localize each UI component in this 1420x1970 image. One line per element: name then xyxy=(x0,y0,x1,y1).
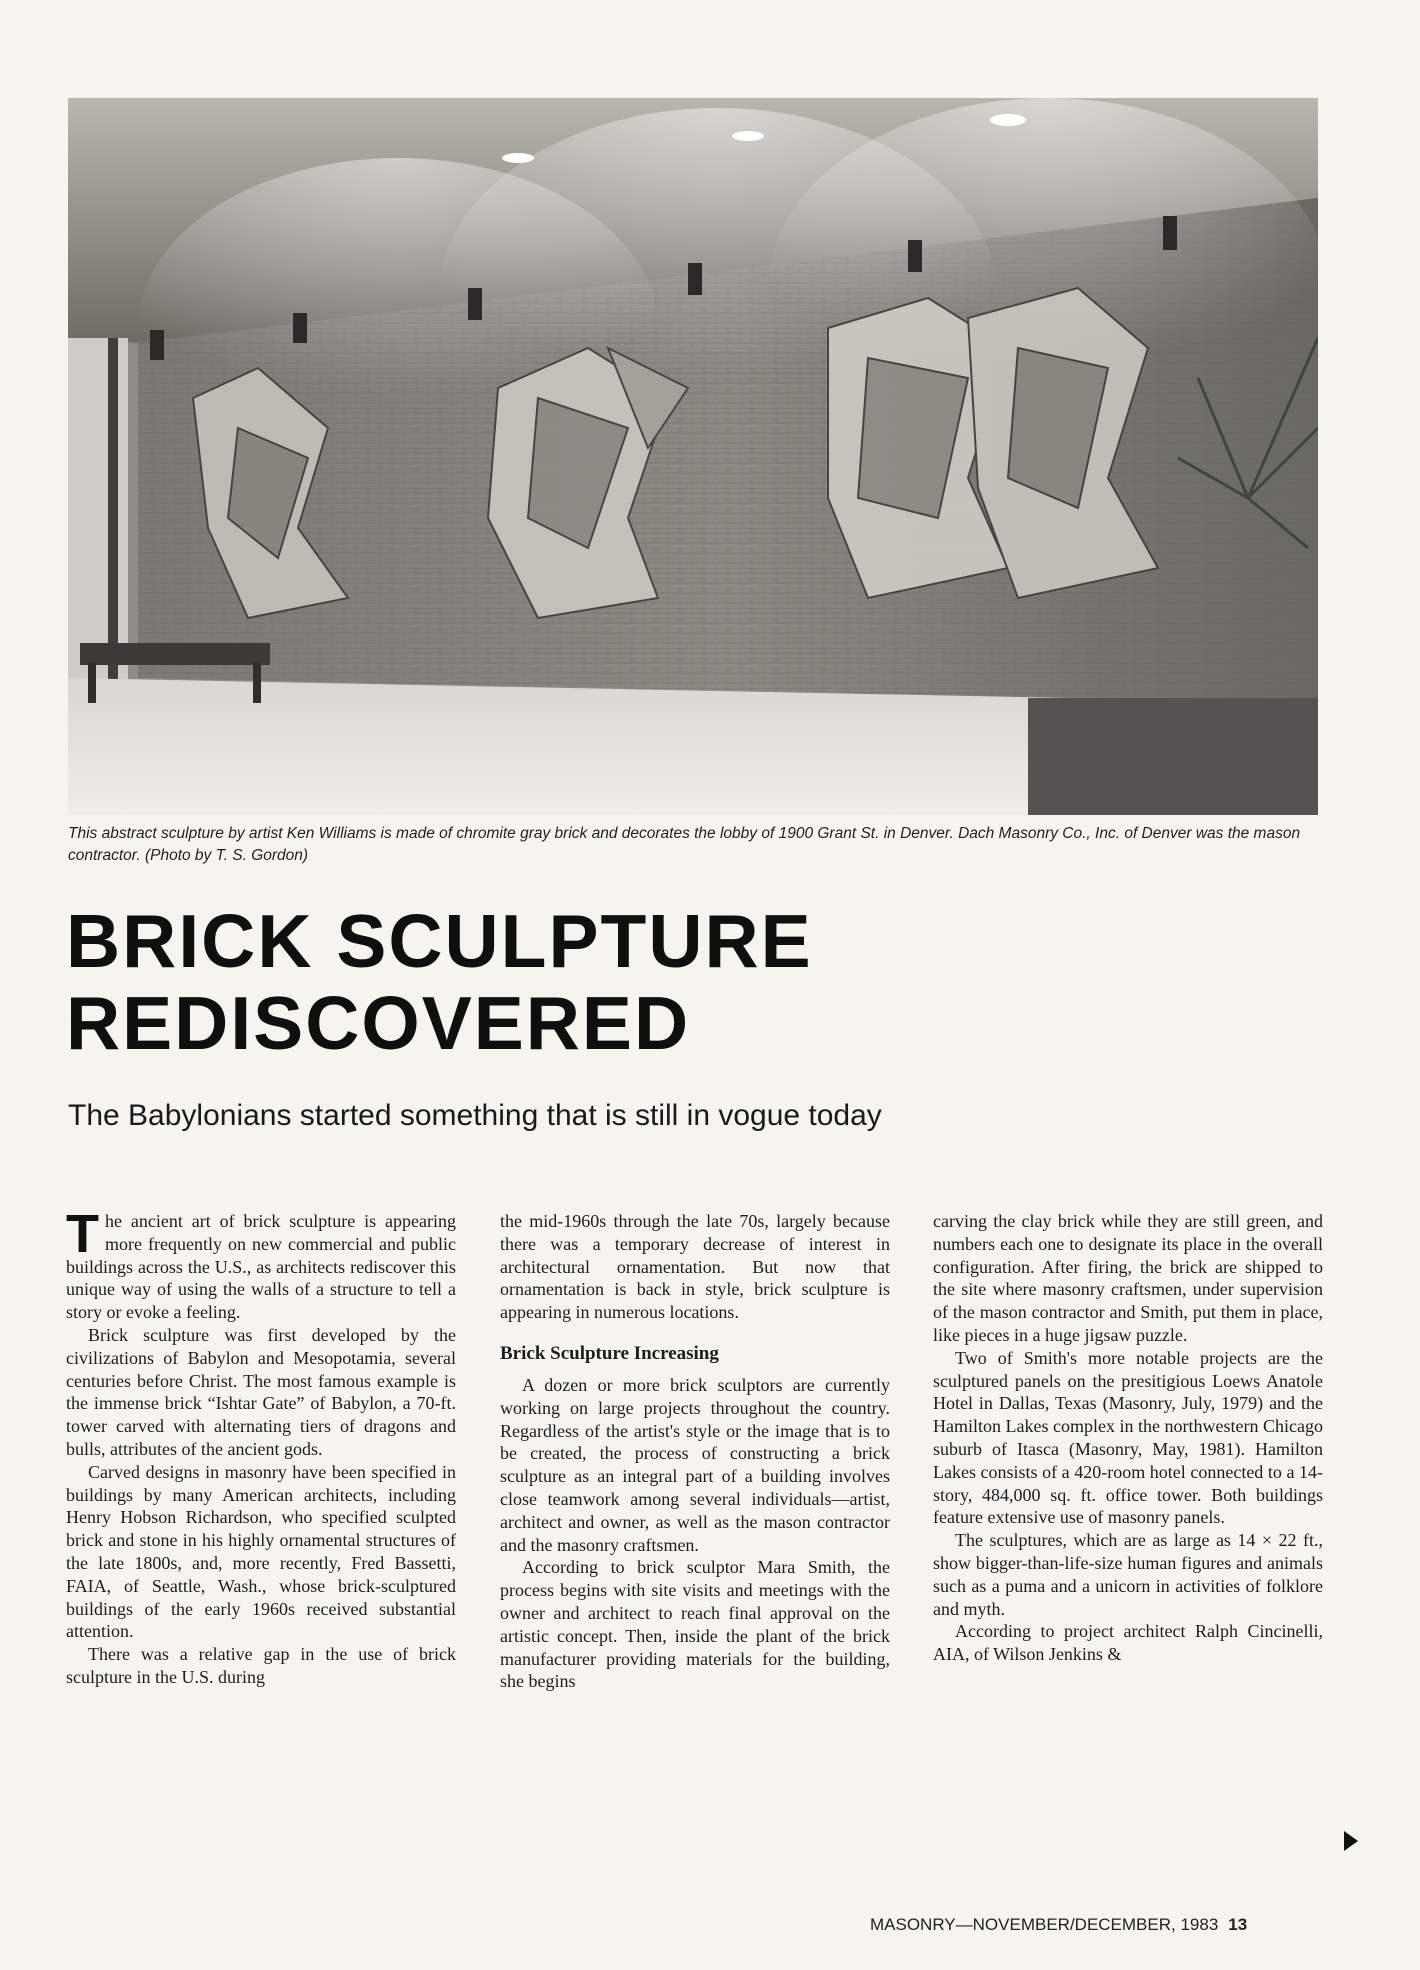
paragraph: The sculptures, which are as large as 14 × 22 ft., show bigger-than-life-size human figures and animals such as a puma and a unicorn in activities of folklore and myth. xyxy=(933,1530,1323,1619)
sculpture-illustration xyxy=(68,98,1318,815)
paragraph-text: he ancient art of brick sculpture is appearing more frequently on new commercial and public buildings across the U.S., as architects rediscover this unique way of using the walls of a structure to tell a story or evoke a feeling. xyxy=(66,1211,456,1323)
article-column-2 xyxy=(500,1210,890,1693)
paragraph: According to project architect Ralph Cincinelli, AIA, of Wilson Jenkins & xyxy=(933,1621,1323,1665)
paragraph: A dozen or more brick sculptors are currently working on large projects throughout the country. Regardless of the artist's style or the image that is to be created, the process of constructing a brick sculpture as an integral part of a building involves close teamwork among several individuals—artist, architect and owner, as well as the mason contractor and the masonry craftsmen. xyxy=(500,1374,890,1555)
paragraph: Brick sculpture was first developed by the civilizations of Babylon and Mesopotamia, several centuries before Christ. The most famous example is the immense brick “Ishtar Gate” of Babylon, a 70-ft. tower carved with alternating tiers of dragons and bulls, attributes of the ancient gods. xyxy=(66,1324,456,1459)
drop-cap: T xyxy=(66,1204,99,1264)
section-heading: Brick Sculpture Increasing xyxy=(500,1342,719,1364)
paragraph: the mid-1960s through the late 70s, largely because there was a temporary decrease of interest in architectural ornamentation. But now that ornamentation is back in style, brick sculpture is appearing in numerous locations. xyxy=(500,1211,890,1323)
photo-caption: This abstract sculpture by artist Ken Williams is made of chromite gray brick and decorates the lobby of 1900 Grant St. in Denver. Dach Masonry Co., Inc. of Denver was the mason contractor. (Photo by T. S. Gordon) xyxy=(68,825,1301,864)
sculpture-photo xyxy=(68,98,1318,815)
title-line-1: BRICK SCULPTURE xyxy=(66,899,813,983)
article-subtitle: The Babylonians started something that is still in vogue today xyxy=(68,1099,882,1132)
paragraph: Carved designs in masonry have been specified in buildings by many American architects, including Henry Hobson Richardson, who specified sculpted brick and stone in his highly ornamental structures of the late 1800s, and, more recently, Fred Bassetti, FAIA, of Seattle, Wash., whose brick-sculptured buildings of the early 1960s received substantial attention. xyxy=(66,1461,456,1642)
paragraph xyxy=(66,1204,456,1324)
paragraph: Two of Smith's more notable projects are the sculptured panels on the presitigious Loews Anatole Hotel in Dallas, Texas (Masonry, July, 1979) and the Hamilton Lakes complex in the northwestern Chicago suburb of Itasca (Masonry, May, 1981). Hamilton Lakes consists of a 420-room hotel connected to a 14-story, 484,000 sq. ft. office tower. Both buildings feature extensive use of masonry panels. xyxy=(933,1347,1323,1528)
page-number: 13 xyxy=(1228,1915,1248,1934)
article-column-3 xyxy=(933,1210,1323,1666)
page-footer xyxy=(870,1915,1247,1935)
paragraph: According to brick sculptor Mara Smith, the process begins with site visits and meetings with the owner and architect to reach final approval on the artistic concept. Then, inside the plant of the brick manufacturer providing materials for the building, she begins xyxy=(500,1557,890,1692)
continue-arrow-icon xyxy=(1344,1831,1358,1851)
publication-info: MASONRY—NOVEMBER/DECEMBER, 1983 xyxy=(870,1915,1219,1934)
article-column-1 xyxy=(66,1204,456,1689)
title-line-2: REDISCOVERED xyxy=(66,981,691,1065)
article-title xyxy=(66,900,1266,1064)
paragraph: There was a relative gap in the use of brick sculpture in the U.S. during xyxy=(66,1644,456,1687)
paragraph: carving the clay brick while they are still green, and numbers each one to designate its place in the overall configuration. After firing, the brick are shipped to the site where masonry craftsmen, under supervision of the mason contractor and Smith, put them in place, like pieces in a huge jigsaw puzzle. xyxy=(933,1211,1323,1345)
